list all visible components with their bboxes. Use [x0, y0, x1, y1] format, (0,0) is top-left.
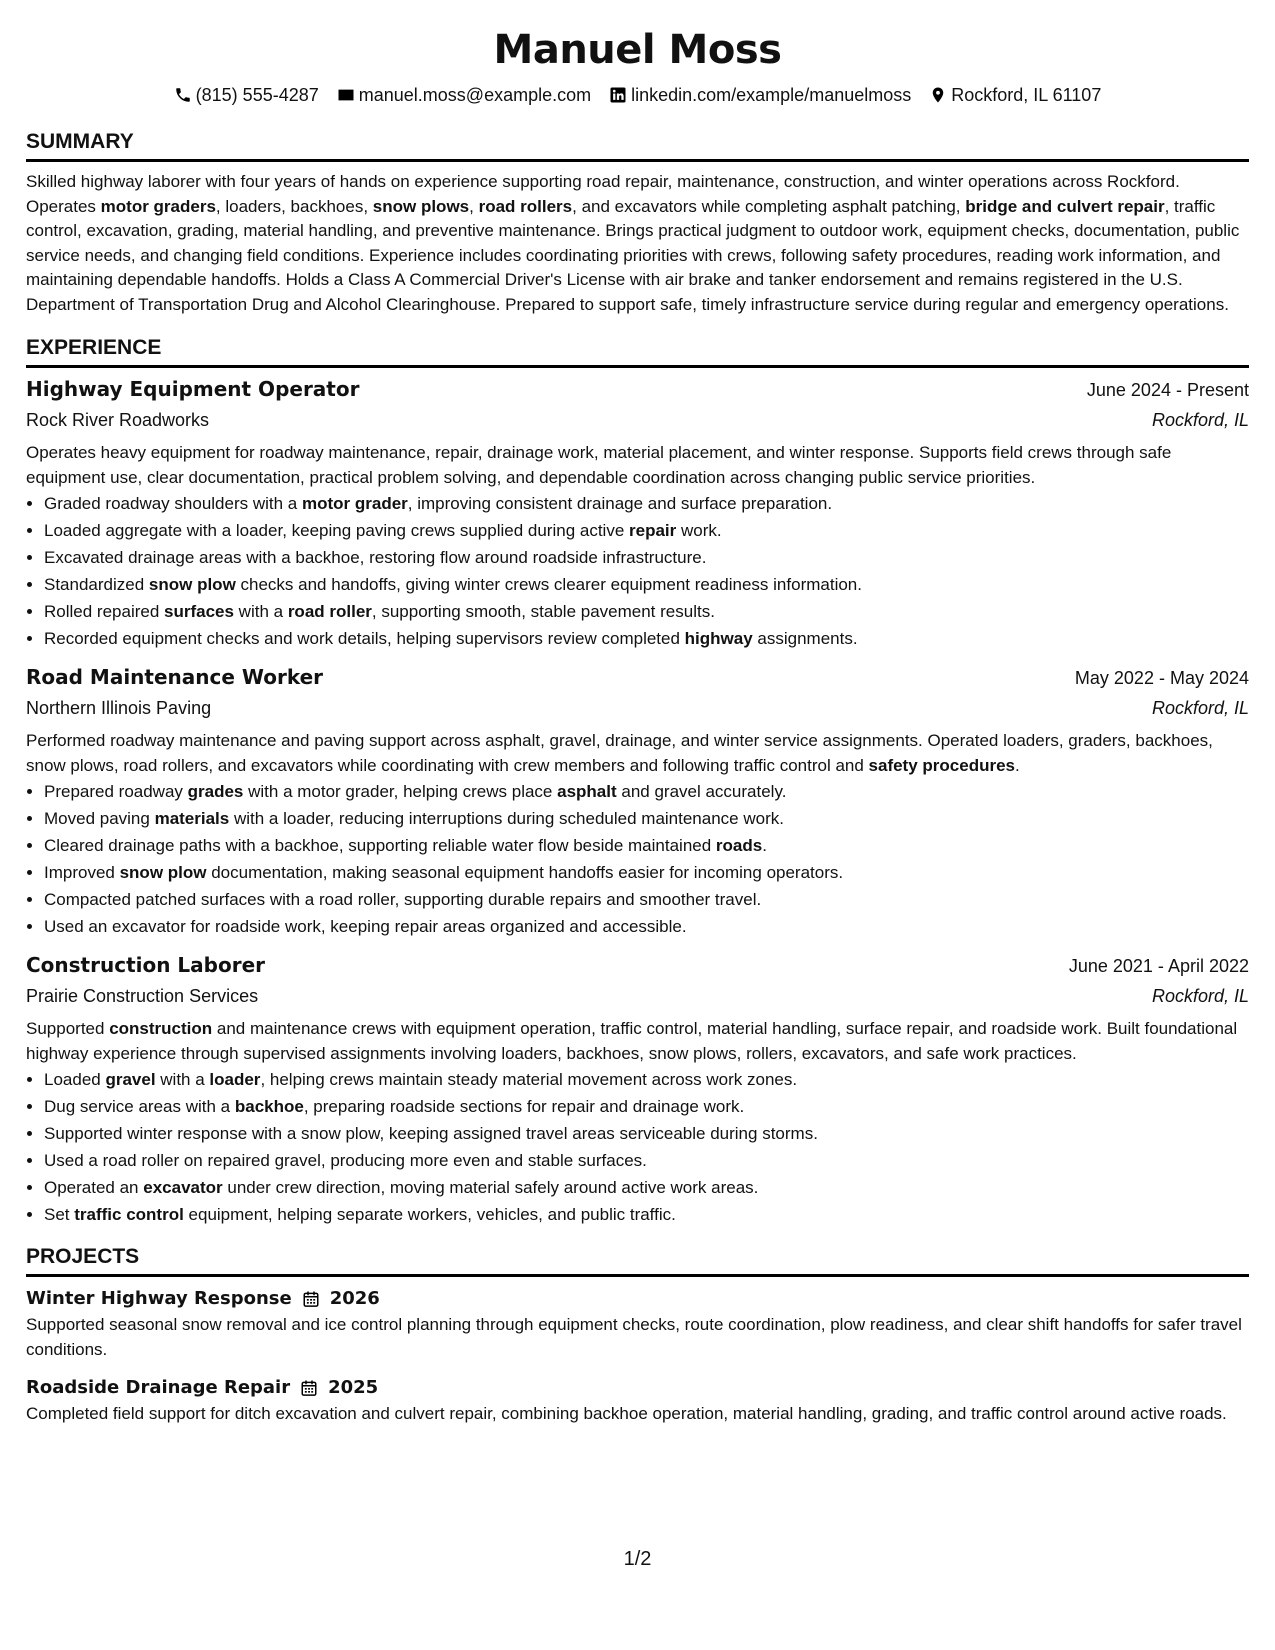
- contact-linkedin[interactable]: [609, 83, 911, 107]
- contact-bar: [26, 83, 1249, 107]
- job-title: Road Maintenance Worker: [26, 665, 324, 689]
- experience-heading: EXPERIENCE: [26, 335, 1249, 368]
- job-title: Construction Laborer: [26, 953, 266, 977]
- project-entry: [26, 1374, 1249, 1427]
- job-entry: [26, 374, 1249, 652]
- job-bullet: • Used a road roller on repaired gravel, producing more even and stable surfaces.: [44, 1147, 1249, 1174]
- job-location: Rockford, IL: [1151, 410, 1249, 430]
- project-name: Winter Highway Response: [26, 1288, 292, 1309]
- experience-list: [26, 374, 1249, 1228]
- project-entry: [26, 1285, 1249, 1362]
- contact-email[interactable]: [337, 83, 591, 107]
- project-description: Supported seasonal snow removal and ice control planning through equipment checks, route coordination, plow readiness, and clear shift handoffs for safer travel conditions.: [26, 1315, 1242, 1359]
- candidate-name: Manuel Moss: [493, 27, 782, 73]
- contact-phone: [174, 83, 319, 107]
- job-company: Rock River Roadworks: [26, 410, 210, 430]
- job-bullet: • Set traffic control equipment, helping separate workers, vehicles, and public traffic.: [44, 1201, 1249, 1228]
- linkedin-text[interactable]: linkedin.com/example/manuelmoss: [631, 85, 912, 105]
- job-dates: June 2021 - April 2022: [1068, 956, 1249, 976]
- email-text[interactable]: manuel.moss@example.com: [358, 85, 592, 105]
- job-bullet: • Cleared drainage paths with a backhoe, supporting reliable water flow beside maintained roads.: [44, 832, 1249, 859]
- job-bullet: • Loaded gravel with a loader, helping crews maintain steady material movement across work zones.: [44, 1066, 1249, 1093]
- job-entry: [26, 662, 1249, 940]
- calendar-icon: [300, 1379, 318, 1397]
- job-bullet: • Compacted patched surfaces with a road roller, supporting durable repairs and smoother travel.: [44, 886, 1249, 913]
- job-dates: May 2022 - May 2024: [1074, 668, 1249, 688]
- linkedin-icon: [609, 86, 627, 104]
- contact-location: [929, 83, 1101, 107]
- envelope-icon: [337, 86, 355, 104]
- job-title: Highway Equipment Operator: [26, 377, 360, 401]
- projects-heading: PROJECTS: [26, 1244, 1249, 1277]
- job-location: Rockford, IL: [1151, 698, 1249, 718]
- job-bullet: • Excavated drainage areas with a backhoe, restoring flow around roadside infrastructure.: [44, 544, 1249, 571]
- job-bullet: • Supported winter response with a snow plow, keeping assigned travel areas serviceable during storms.: [44, 1120, 1249, 1147]
- job-bullet: • Prepared roadway grades with a motor grader, helping crews place asphalt and gravel accurately.: [44, 778, 1249, 805]
- project-year: 2025: [328, 1377, 379, 1398]
- job-bullet: • Loaded aggregate with a loader, keeping paving crews supplied during active repair work.: [44, 517, 1249, 544]
- job-bullet: • Dug service areas with a backhoe, preparing roadside sections for repair and drainage work.: [44, 1093, 1249, 1120]
- job-bullets: [26, 490, 1249, 652]
- resume-page: [26, 0, 1249, 1427]
- job-company: Prairie Construction Services: [26, 986, 259, 1006]
- calendar-icon: [302, 1290, 320, 1308]
- job-dates: June 2024 - Present: [1086, 380, 1249, 400]
- job-bullet: • Graded roadway shoulders with a motor grader, improving consistent drainage and surface preparation.: [44, 490, 1249, 517]
- projects-list: [26, 1285, 1249, 1427]
- job-bullet: • Operated an excavator under crew direction, moving material safely around active work areas.: [44, 1174, 1249, 1201]
- job-bullet: • Rolled repaired surfaces with a road roller, supporting smooth, stable pavement results.: [44, 598, 1249, 625]
- project-year: 2026: [329, 1288, 380, 1309]
- job-bullet: • Recorded equipment checks and work details, helping supervisors review completed highway assignments.: [44, 625, 1249, 652]
- job-bullet: • Moved paving materials with a loader, reducing interruptions during scheduled maintenance work.: [44, 805, 1249, 832]
- page-number: 1/2: [623, 1548, 652, 1570]
- job-bullet: • Used an excavator for roadside work, keeping repair areas organized and accessible.: [44, 913, 1249, 940]
- location-text: Rockford, IL 61107: [951, 85, 1102, 105]
- summary-heading: SUMMARY: [26, 129, 1249, 162]
- job-description: Performed roadway maintenance and paving support across asphalt, gravel, drainage, and winter service assignments. Operated loaders, graders, backhoes, snow plows, road rollers, and excavators while coordinating with crew members and following traffic control and safety procedures.: [26, 731, 1213, 775]
- job-bullet: • Standardized snow plow checks and handoffs, giving winter crews clearer equipment readiness information.: [44, 571, 1249, 598]
- phone-icon: [174, 86, 192, 104]
- job-description: Supported construction and maintenance crews with equipment operation, traffic control, material handling, surface repair, and roadside work. Built foundational highway experience through supervised assignments involving loaders, backhoes, snow plows, rollers, excavators, and safe work practices.: [26, 1019, 1238, 1063]
- map-pin-icon: [929, 86, 947, 104]
- summary-text: Skilled highway laborer with four years of hands on experience supporting road repair, maintenance, construction, and winter operations across Rockford. Operates motor graders, loaders, backhoes, snow plows, road rollers, and excavators while completing asphalt patching, bridge and culvert repair, traffic control, excavation, grading, material handling, and preventive maintenance. Brings practical judgment to outdoor work, equipment checks, documentation, public service needs, and changing field conditions. Experience includes coordinating priorities with crews, following safety procedures, reading work information, and maintaining dependable handoffs. Holds a Class A Commercial Driver's License with air brake and tanker endorsement and remains registered in the U.S. Department of Transportation Drug and Alcohol Clearinghouse. Prepared to support safe, timely infrastructure service during regular and emergency operations.: [26, 172, 1240, 314]
- job-company: Northern Illinois Paving: [26, 698, 212, 718]
- job-description: Operates heavy equipment for roadway maintenance, repair, drainage work, material placement, and winter response. Supports field crews through safe equipment use, clear documentation, practical problem solving, and dependable coordination across changing public service priorities.: [26, 443, 1172, 487]
- job-location: Rockford, IL: [1151, 986, 1249, 1006]
- project-description: Completed field support for ditch excavation and culvert repair, combining backhoe operation, material handling, grading, and traffic control around active roads.: [26, 1404, 1227, 1423]
- job-entry: [26, 950, 1249, 1228]
- job-bullets: [26, 778, 1249, 940]
- job-bullet: • Improved snow plow documentation, making seasonal equipment handoffs easier for incoming operators.: [44, 859, 1249, 886]
- job-bullets: [26, 1066, 1249, 1228]
- phone-text: (815) 555-4287: [195, 85, 319, 105]
- project-name: Roadside Drainage Repair: [26, 1377, 291, 1398]
